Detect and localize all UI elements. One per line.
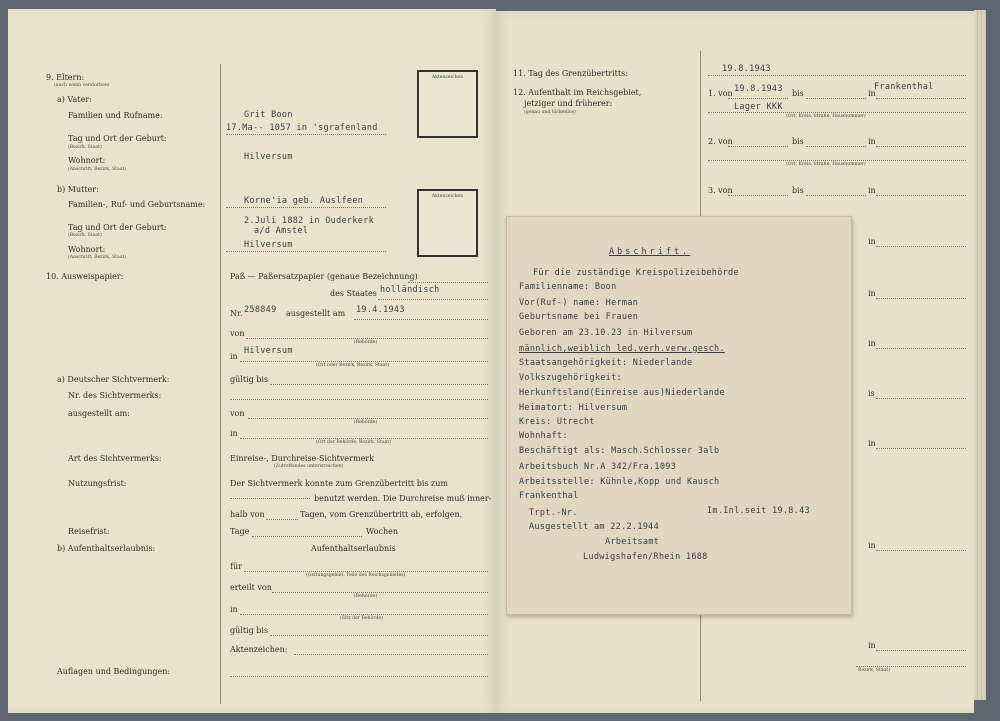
abschrift-ausgestellt: Ausgestellt am 22.2.1944 [529, 522, 660, 532]
art-sub: (Zutreffendes unterstreichen) [274, 464, 344, 469]
aktenz-label: Aktenzeichen: [230, 645, 288, 654]
abschrift-ort: Ludwigshafen/Rhein 1688 [583, 552, 708, 562]
fuer-label: für [230, 562, 242, 571]
behoerde-sub: (Behörde) [354, 340, 378, 345]
entry-in: in [868, 289, 876, 298]
nutzungsfrist-line-2: benutzt werden. Die Durchreise muß inner- [314, 494, 492, 503]
vater-label: a) Vater: [57, 95, 92, 104]
staates-label: des Staates [330, 289, 377, 298]
entry-in: is [868, 389, 875, 398]
abschrift-line: Kreis: Utrecht [519, 417, 595, 427]
section-9-note: (auch wenn verstorben) [54, 83, 110, 88]
entry-1-in-value: Frankenthal [874, 82, 934, 92]
abschrift-slip [506, 216, 852, 615]
pass-text: Paß — Paßersatzpapier (genaue Bezeichnung) [230, 272, 418, 281]
abschrift-line: Herkunftsland(Einreise aus)Niederlande [519, 388, 725, 398]
section-10-title: 10. Ausweispapier: [46, 272, 124, 281]
form-left-page [8, 9, 496, 713]
mutter-geb-value: 2.Juli 1882 in Ouderkerk [244, 216, 375, 226]
aktenzeichen-box-2: Aktenzeichen [417, 189, 478, 257]
section-11-value: 19.8.1943 [722, 64, 771, 74]
entry-2-bis: bis [792, 137, 804, 146]
nr-label: Nr. [230, 309, 243, 318]
aktenzeichen-box: Aktenzeichen [417, 70, 478, 138]
entry-1-lager: Lager KKK [734, 102, 783, 112]
abschrift-line: Beschäftigt als: Masch.Schlosser 3alb [519, 446, 720, 456]
vater-geb-label: Tag und Ort der Geburt: [68, 134, 167, 143]
entry-1-von: 1. von [708, 89, 733, 98]
sicht-in-label: in [230, 429, 238, 438]
wochen-label: Wochen [366, 527, 399, 536]
mutter-name-label: Familien-, Ruf- und Geburtsname: [68, 200, 206, 209]
mutter-wohn-value: Hilversum [244, 240, 293, 250]
abschrift-line: Arbeitsbuch Nr.A 342/Fra.1093 [519, 462, 677, 472]
vater-wohn-label: Wohnort: [68, 156, 106, 165]
entry-in: in [868, 439, 876, 448]
abschrift-line: Arbeitsstelle: Kühnle,Kopp und Kausch [519, 477, 720, 487]
bottom-sub: Bezirk, Staat) [858, 668, 890, 673]
entry-2-in: in [868, 137, 876, 146]
nutzungsfrist-line-3: halb von [230, 510, 265, 519]
abschrift-line: Volkszugehörigkeit: [519, 373, 622, 383]
abschrift-title: Abschrift. [609, 247, 691, 257]
entry-in: in [868, 541, 876, 550]
nutzungsfrist-label: Nutzungsfrist: [68, 479, 127, 488]
von-label: von [230, 329, 245, 338]
mutter-name-value: Korne'ia geb. Auslfeen [244, 196, 364, 206]
gueltig2-label: gültig bis [230, 626, 269, 635]
entry-2-von: 2. von [708, 137, 733, 146]
vater-wohn-sub: (Anschrift, Bezirk, Staat) [68, 167, 127, 172]
abschrift-trpt: Trpt.-Nr. [529, 508, 578, 518]
auflagen-label: Auflagen und Bedingungen: [57, 667, 171, 676]
page-edge [982, 10, 986, 700]
entry-3-von: 3. von [708, 186, 733, 195]
entry-1-sub: (Ort, Kreis, Straße, Hausnummer) [786, 114, 866, 119]
nr-value: 258849 [244, 305, 277, 315]
abschrift-arbeitsamt: Arbeitsamt [605, 537, 660, 547]
entry-1-von-value: 19.8.1943 [734, 84, 783, 94]
in-value: Hilversum [244, 346, 293, 356]
vater-wohn-value: Hilversum [244, 152, 293, 162]
nutzungsfrist-line-3b: Tagen, vom Grenzübertritt ab, erfolgen. [300, 510, 463, 519]
entry-3-in: in [868, 186, 876, 195]
entry-in: in [868, 237, 876, 246]
abschrift-line: Familienname: Boon [519, 282, 617, 292]
mutter-geb-label: Tag und Ort der Geburt: [68, 223, 167, 232]
abschrift-line: Vor(Ruf-) name: Herman [519, 298, 639, 308]
entry-2-sub: (Ort, Kreis, Straße, Hausnummer) [786, 162, 866, 167]
section-12-title: 12. Aufenthalt im Reichsgebiet, [513, 88, 642, 97]
erteilt-von-label: erteilt von [230, 583, 272, 592]
tage-label: Tage [230, 527, 250, 536]
vater-geb-value: 17.Ma-- 1057 in 'sgrafenland [226, 123, 378, 133]
sicht-behoerde-sub: (Behörde) [354, 420, 378, 425]
entry-in: in [868, 641, 876, 650]
abschrift-line: Wohnhaft: [519, 431, 568, 441]
ausgestellt-label: ausgestellt am [286, 309, 346, 318]
entry-3-bis: bis [792, 186, 804, 195]
aufenthalt-label: b) Aufenthaltserlaubnis: [57, 544, 156, 553]
nutzungsfrist-line-1: Der Sichtvermerk konnte zum Grenzübertritt bis zum [230, 479, 448, 488]
entry-in: in [868, 339, 876, 348]
abschrift-line: Geboren am 23.10.23 in Hilversum [519, 328, 693, 338]
abschrift-line: Geburtsname bei Frauen [519, 312, 639, 322]
mutter-wohn-sub: (Anschrift, Bezirk, Staat) [68, 255, 127, 260]
aufenthalt-title: Aufenthaltserlaubnis [311, 544, 396, 553]
art-text: Einreise-, Durchreise-Sichtvermerk [230, 454, 374, 463]
section-12-sub: (genau und lückenlos) [524, 110, 576, 115]
sitz-sub: (Sitz der Behörde) [340, 616, 383, 621]
abschrift-line: Staatsangehörigkeit: Niederlande [519, 358, 693, 368]
section-11-title: 11. Tag des Grenzübertritts: [513, 69, 628, 78]
in2-label: in [230, 605, 238, 614]
reichsgebiet-sub: (Geltungsgebiet, Teile des Reichsgebietes) [306, 573, 406, 578]
entry-1-bis: bis [792, 89, 804, 98]
section-9-title: 9. Eltern: [46, 73, 85, 82]
gueltig-label: gültig bis [230, 375, 269, 384]
art-label: Art des Sichtvermerks: [68, 454, 162, 463]
vater-name-label: Familien und Rufname: [68, 111, 163, 120]
abschrift-inland: Im.Inl.seit 19.8.43 [707, 506, 810, 516]
mutter-geb-sub: (Bezirk, Staat) [68, 233, 102, 238]
ort-sub: (Ort oder Bezirk, Bezirk, Staat) [316, 363, 390, 368]
staates-value: holländisch [380, 285, 440, 295]
entry-1-in: in [868, 89, 876, 98]
in-label: in [230, 352, 238, 361]
reisefrist-label: Reisefrist: [68, 527, 110, 536]
abschrift-line: männlich,weiblich led.verh.verw.gesch. [519, 344, 725, 354]
sicht-ort-sub: (Ort der Behörde, Bezirk, Staat) [316, 440, 391, 445]
abschrift-line: Heimatort: Hilversum [519, 403, 628, 413]
sicht-nr-label: Nr. des Sichtvermerks: [68, 391, 162, 400]
section-12-title-2: jetziger und früherer: [524, 99, 613, 108]
vater-name-value: Grit Boon [244, 110, 293, 120]
ausgestellt-value: 19.4.1943 [356, 305, 405, 315]
mutter-geb-value-2: a/d Amstel [254, 226, 309, 236]
sicht-von-label: von [230, 409, 245, 418]
abschrift-line: Frankenthal [519, 491, 579, 501]
vater-geb-sub: (Bezirk, Staat) [68, 145, 102, 150]
sicht-a-label: a) Deutscher Sichtvermerk: [57, 375, 170, 384]
mutter-label: b) Mutter: [57, 185, 99, 194]
sicht-ausgestellt-label: ausgestellt am: [68, 409, 130, 418]
column-divider [220, 64, 221, 704]
abschrift-line: Für die zuständige Kreispolizeibehörde [533, 268, 739, 278]
mutter-wohn-label: Wohnort: [68, 245, 106, 254]
erteilt-sub: (Behörde) [354, 594, 378, 599]
